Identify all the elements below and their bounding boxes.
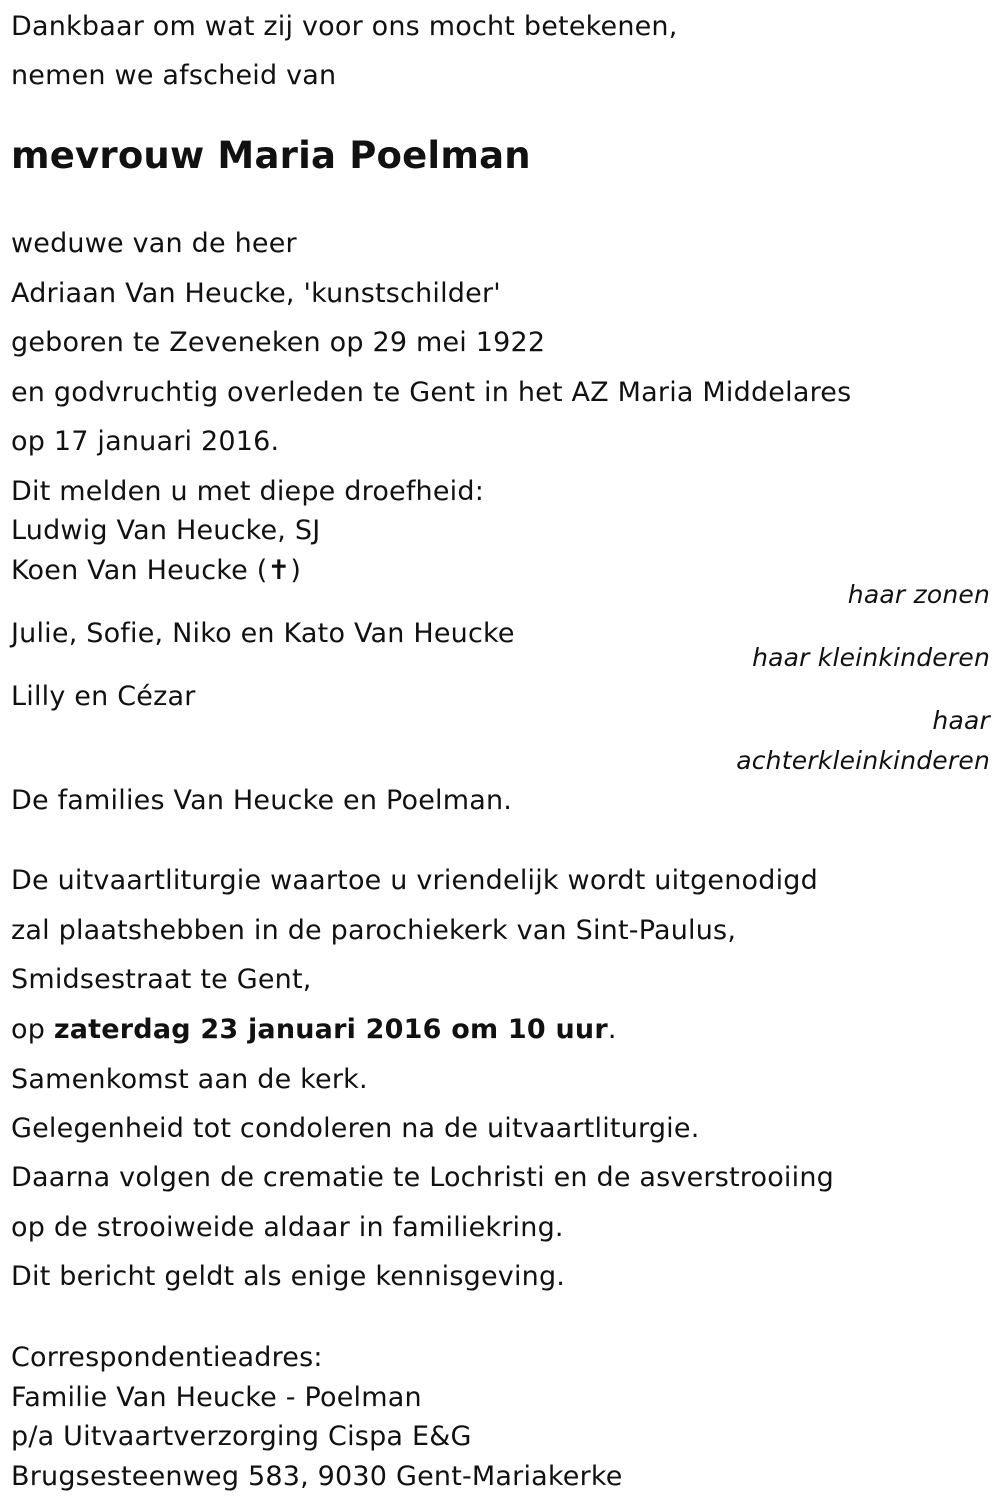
mourner-son-2 [11,557,301,584]
funeral-line-1: De uitvaartliturgie waartoe u vriendelijk wordt uitgenodigd [11,865,818,896]
deceased-name: mevrouw Maria Poelman [11,134,531,177]
great-grandchildren-role-1: haar [932,706,990,735]
funeral-date [11,1016,617,1043]
son-2-close: ) [290,555,302,586]
mourner-son-1: Ludwig Van Heucke, SJ [11,515,321,546]
intro-line-2: nemen we afscheid van [11,60,337,91]
address-line-2: p/a Uitvaartverzorging Cispa E&G [11,1421,472,1452]
son-2-name: Koen Van Heucke ( [11,555,268,586]
date-bold: zaterdag 23 januari 2016 om 10 uur [53,1014,608,1045]
address-line-3: Brugsesteenweg 583, 9030 Gent-Mariakerke [11,1461,623,1492]
date-prefix: op [11,1014,54,1045]
great-grandchildren: Lilly en Cézar [11,681,196,712]
funeral-line-3: Smidsestraat te Gent, [11,964,312,995]
sons-role: haar zonen [847,580,990,609]
mourners-intro: Dit melden u met diepe droefheid: [11,476,485,507]
funeral-line-7: Daarna volgen de crematie te Lochristi en de asverstrooiing [11,1162,834,1193]
cross-icon: ✝ [267,555,291,586]
funeral-line-2: zal plaatshebben in de parochiekerk van Sint-Paulus, [11,915,737,946]
bio-line-1: weduwe van de heer [11,228,297,259]
funeral-line-9: Dit bericht geldt als enige kennisgeving. [11,1261,566,1292]
families: De families Van Heucke en Poelman. [11,785,513,816]
grandchildren-role: haar kleinkinderen [752,643,990,672]
bio-line-4: en godvruchtig overleden te Gent in het AZ Maria Middelares [11,377,852,408]
great-grandchildren-role-2: achterkleinkinderen [736,746,990,775]
funeral-line-5: Samenkomst aan de kerk. [11,1064,368,1095]
address-label: Correspondentieadres: [11,1342,323,1373]
bio-line-2: Adriaan Van Heucke, 'kunstschilder' [11,278,501,309]
funeral-line-6: Gelegenheid tot condoleren na de uitvaartliturgie. [11,1113,700,1144]
date-suffix: . [607,1014,617,1045]
bio-line-5: op 17 januari 2016. [11,426,280,457]
address-line-1: Familie Van Heucke - Poelman [11,1382,422,1413]
intro-line-1: Dankbaar om wat zij voor ons mocht betekenen, [11,11,678,42]
funeral-line-8: op de strooiweide aldaar in familiekring. [11,1212,564,1243]
grandchildren: Julie, Sofie, Niko en Kato Van Heucke [11,618,515,649]
bio-line-3: geboren te Zeveneken op 29 mei 1922 [11,327,546,358]
